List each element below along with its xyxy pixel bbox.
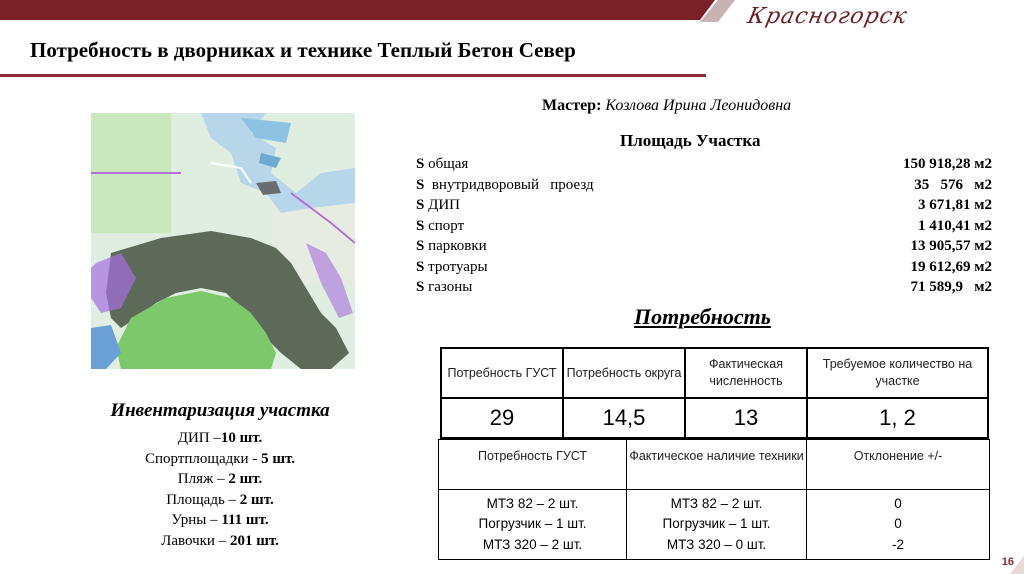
table-cell: 1, 2 [807,398,988,438]
master-line [542,97,791,115]
inventory-item: Спортплощадки - 5 шт. [145,450,295,467]
table-header-cell: Потребность ГУСТ [441,348,563,398]
inventory-item: Лавочки – 201 шт. [161,532,279,549]
inventory-item: ДИП –10 шт. [177,430,263,446]
table-cell: МТЗ 82 – 2 шт. Погрузчик – 1 шт. МТЗ 320 – 0 шт. [627,490,807,560]
area-row: S газоны 71 589,9 м2 [416,279,992,295]
title-divider [0,74,706,77]
inventory-title: Инвентаризация участка [110,400,330,421]
area-row: S ДИП 3 671,81 м2 [416,197,992,213]
site-map [91,113,355,369]
area-row: S общая 150 918,28 м2 [416,156,992,172]
master-label: Мастер: [542,97,602,114]
table-header-cell: Фактическое наличие техники [627,440,807,490]
table-header-cell: Отклонение +/- [807,440,990,490]
inventory-item: Площадь – 2 шт. [166,491,274,508]
table-cell: 13 [685,398,807,438]
inventory-item: Пляж – 2 шт. [177,471,263,487]
table-header-cell: Фактическая численность [685,348,807,398]
area-title: Площадь Участка [620,131,761,150]
page-number: 16 [1001,556,1014,568]
logo-krasnogorsk: Красногорск [745,4,910,29]
area-list [416,154,992,298]
table-header-cell: Требуемое количество на участке [807,348,988,398]
table-cell: 29 [441,398,563,438]
table-cell: МТЗ 82 – 2 шт. Погрузчик – 1 шт. МТЗ 320 – 2 шт. [439,490,627,560]
staff-need-table [440,347,989,439]
table-header-cell: Потребность округа [563,348,685,398]
inventory-list [60,428,380,551]
table-cell: 0 0 -2 [807,490,990,560]
area-row: S тротуары 19 612,69 м2 [416,258,992,275]
table-cell: 14,5 [563,398,685,438]
inventory-item: Урны – 111 шт. [171,512,269,528]
need-title: Потребность [634,304,771,329]
area-row: S спорт 1 410,41 м2 [416,217,992,234]
area-row: S парковки 13 905,57 м2 [416,238,992,254]
table-header-cell: Потребность ГУСТ [439,440,627,490]
master-name: Козлова Ирина Леонидовна [605,97,792,114]
area-row: S внутридворовый проезд 35 576 м2 [416,176,992,193]
page-title: Потребность в дворниках и технике Теплый Бетон Север [30,38,576,62]
equipment-table [438,439,990,560]
